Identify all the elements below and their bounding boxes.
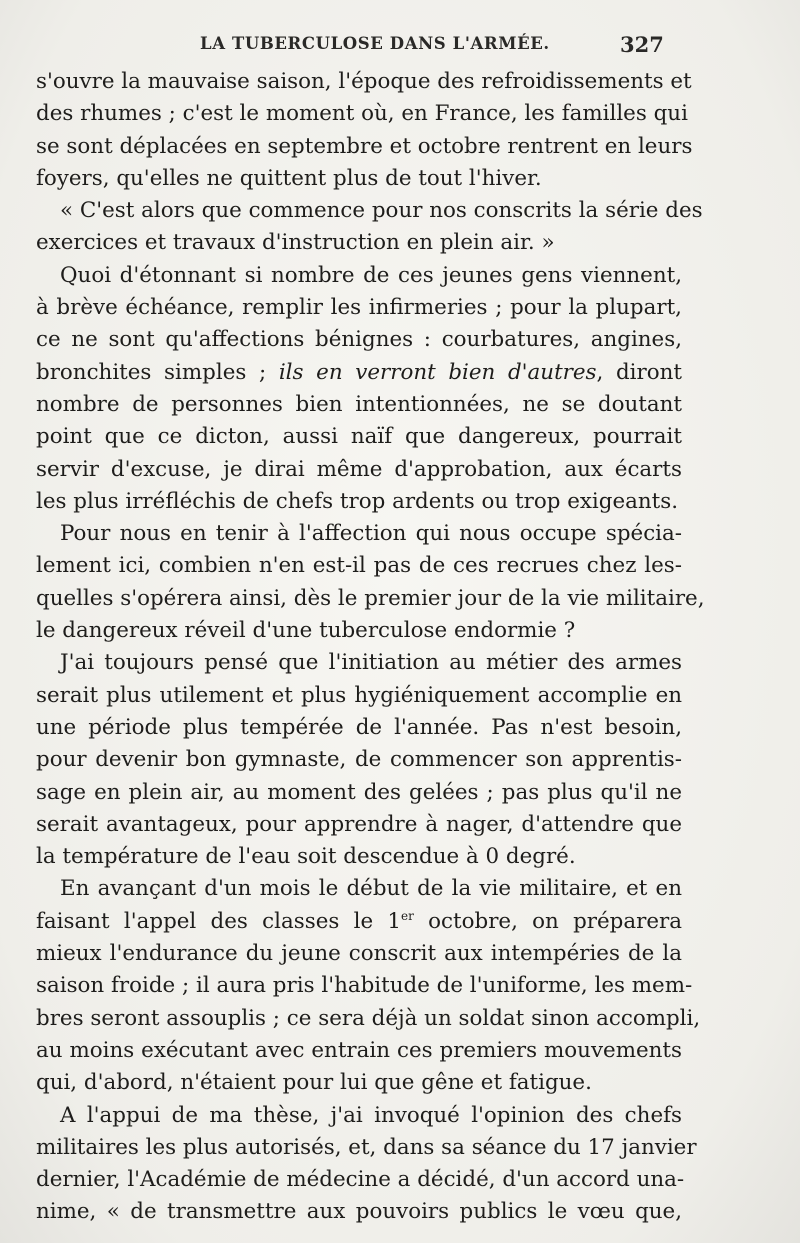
text-line: nime, « de transmettre aux pouvoirs publics le vœu que, [36, 1199, 682, 1225]
paragraph [36, 1100, 697, 1229]
text-line: point que ce dicton, aussi naïf que dangereux, pourrait [36, 424, 682, 450]
text-line: Quoi d'étonnant si nombre de ces jeunes gens viennent, [60, 262, 682, 288]
text-line: faisant l'appel des classes le 1er octobre, on préparera [36, 908, 682, 934]
text-line: bres seront assouplis ; ce sera déjà un soldat sinon accompli, [36, 1005, 701, 1031]
text-line: serait plus utilement et plus hygiéniquement accomplie en [36, 682, 682, 708]
text-line: servir d'excuse, je dirai même d'approbation, aux écarts [36, 456, 682, 482]
text-line: A l'appui de ma thèse, j'ai invoqué l'opinion des chefs [60, 1102, 682, 1128]
text-line: sage en plein air, au moment des gelées ; pas plus qu'il ne [36, 779, 682, 805]
paragraph [36, 518, 705, 647]
text-line: « C'est alors que commence pour nos conscrits la série des [60, 198, 703, 224]
text-line: s'ouvre la mauvaise saison, l'époque des refroidissements et [36, 69, 692, 94]
text-line: foyers, qu'elles ne quittent plus de tout l'hiver. [36, 165, 542, 191]
page-number: 327 [620, 32, 664, 57]
text-line: la température de l'eau soit descendue à 0 degré. [36, 844, 576, 870]
text-line: J'ai toujours pensé que l'initiation au métier des armes [60, 650, 682, 676]
text-line: lement ici, combien n'en est-il pas de ces recrues chez les- [36, 553, 682, 579]
text-line: mieux l'endurance du jeune conscrit aux intempéries de la [36, 941, 682, 967]
page-header [0, 30, 800, 60]
text-line: ce ne sont qu'affections bénignes : courbatures, angines, [36, 327, 682, 353]
paragraph [36, 647, 682, 873]
text-line: saison froide ; il aura pris l'habitude de l'uniforme, les mem- [36, 973, 693, 999]
text-line: En avançant d'un mois le début de la vie militaire, et en [60, 876, 682, 902]
paragraph [36, 873, 701, 1099]
text-line: exercices et travaux d'instruction en plein air. » [36, 230, 555, 256]
text-line: nombre de personnes bien intentionnées, ne se doutant [36, 391, 682, 417]
text-line: à brève échéance, remplir les infirmeries ; pour la plupart, [36, 295, 682, 321]
text-line: se sont déplacées en septembre et octobre rentrent en leurs [36, 133, 693, 159]
text-line: dernier, l'Académie de médecine a décidé, d'un accord una- [36, 1167, 685, 1193]
paragraph [36, 195, 703, 260]
text-line: au moins exécutant avec entrain ces premiers mouvements [36, 1037, 682, 1063]
text-line: serait avantageux, pour apprendre à nager, d'attendre que [36, 811, 682, 837]
paragraph [36, 66, 693, 195]
text-line: le dangereux réveil d'une tuberculose endormie ? [36, 618, 576, 644]
text-line: des rhumes ; c'est le moment où, en France, les familles qui [36, 101, 688, 127]
text-line: quelles s'opérera ainsi, dès le premier jour de la vie militaire, [36, 585, 705, 611]
paragraph [36, 260, 682, 518]
text-line: pour devenir bon gymnaste, de commencer son apprentis- [36, 747, 682, 773]
text-line: qui, d'abord, n'étaient pour lui que gêne et fatigue. [36, 1070, 592, 1096]
text-line: bronchites simples ; ils en verront bien d'autres, diront [36, 359, 682, 385]
text-line: Pour nous en tenir à l'affection qui nous occupe spécia- [60, 521, 682, 547]
text-line: les plus irréfléchis de chefs trop ardents ou trop exigeants. [36, 488, 679, 514]
text-line: militaires les plus autorisés, et, dans sa séance du 17 janvier [36, 1134, 697, 1160]
text-line: une période plus tempérée de l'année. Pas n'est besoin, [36, 714, 682, 740]
body-text [36, 66, 705, 1229]
running-title: LA TUBERCULOSE DANS L'ARMÉE. [200, 34, 550, 53]
